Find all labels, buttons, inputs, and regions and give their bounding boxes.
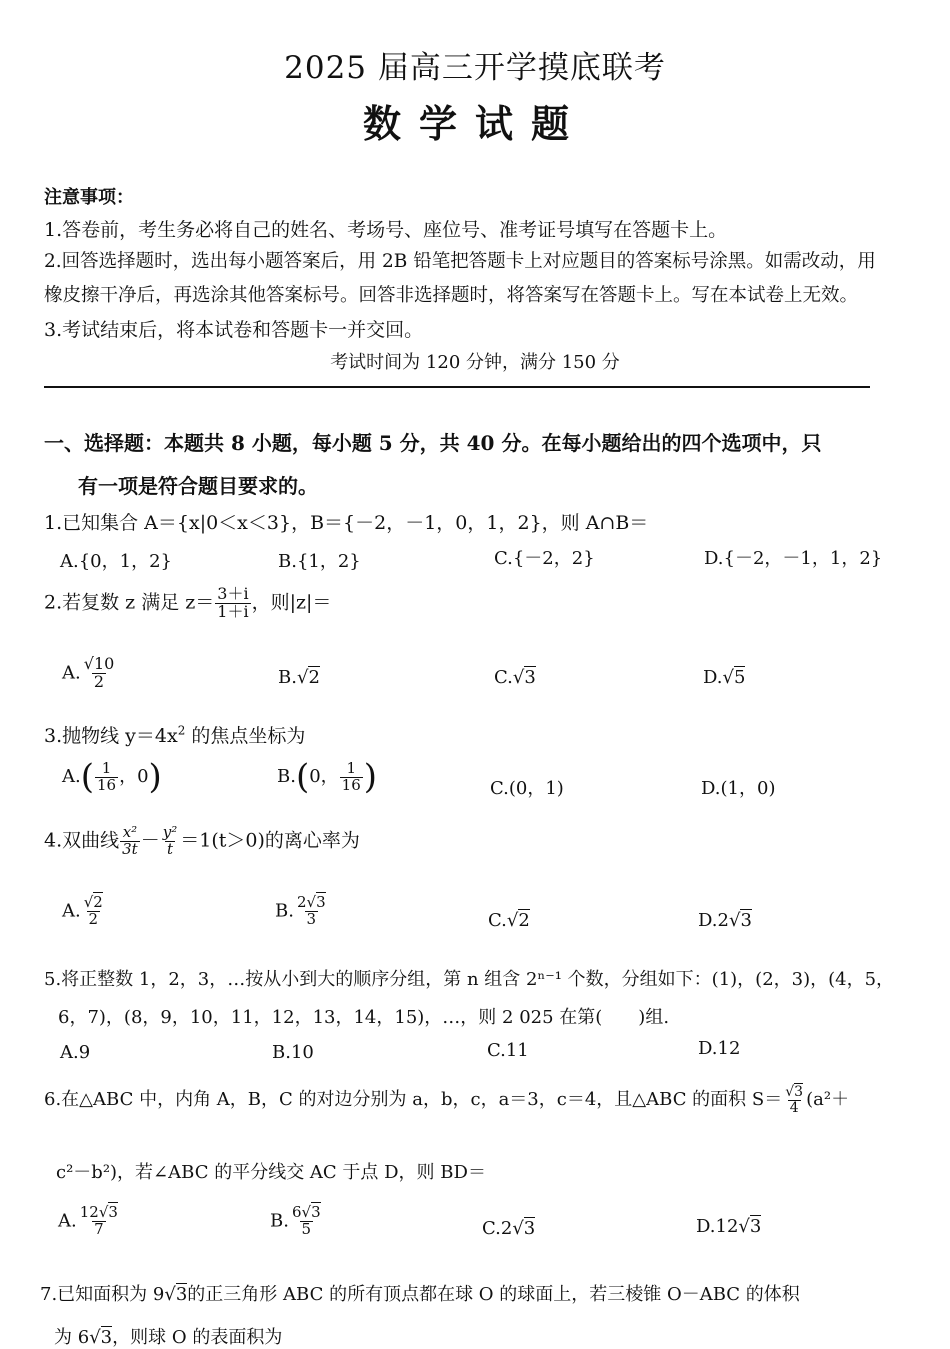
- q7-line-1: 7.已知面积为 9√3的正三角形 ABC 的所有顶点都在球 O 的球面上，若三棱锥 O－ABC 的体积: [40, 1284, 800, 1305]
- q1-stem: 1.已知集合 A＝{x|0＜x＜3}，B＝{－2，－1，0，1，2}，则 A∩B＝: [44, 512, 649, 534]
- q6-option-a: A. $\frac{12√3}{7}$: [58, 1203, 118, 1238]
- q1-option-d: D.{－2，－1，1，2}: [704, 548, 883, 569]
- q4-option-c: C.√2: [488, 910, 530, 931]
- q1-option-c: C.{－2，2}: [494, 548, 595, 569]
- q4-option-a: A. $\frac{√2}{2}$: [62, 893, 103, 928]
- notice-item-1: 1.答卷前，考生务必将自己的姓名、考场号、座位号、准考证号填写在答题卡上。: [44, 219, 728, 241]
- q5-option-d: D.12: [698, 1038, 741, 1059]
- q2-stem: 2.若复数 z 满足 z＝ $\frac{3+i}{1+i}$ ，则|z|＝: [44, 584, 332, 621]
- q2-option-b: B.√2: [278, 667, 320, 688]
- section-1-line-1: 一、选择题：本题共 8 小题，每小题 5 分，共 40 分。在每小题给出的四个选项中，只: [44, 431, 822, 455]
- notice-item-2-line-1: 2.回答选择题时，选出每小题答案后，用 2B 铅笔把答题卡上对应题目的答案标号涂黑。如需改动，用: [44, 251, 876, 272]
- notice-item-2-line-2: 橡皮擦干净后，再选涂其他答案标号。回答非选择题时，将答案写在答题卡上。写在本试卷上无效。: [44, 285, 859, 306]
- section-1-line-2: 有一项是符合题目要求的。: [78, 474, 318, 498]
- q2-option-a: A. $\frac{√10}{2}$: [62, 654, 115, 691]
- q2-option-c: C.√3: [494, 667, 536, 688]
- q1-option-a: A.{0，1，2}: [60, 551, 172, 572]
- q5-option-b: B.10: [272, 1042, 314, 1063]
- q5-option-a: A.9: [60, 1042, 91, 1063]
- q6-option-b: B. $\frac{6√3}{5}$: [270, 1203, 321, 1238]
- q6-line-1: 6.在△ABC 中，内角 A，B，C 的对边分别为 a，b，c，a＝3，c＝4，且△ABC 的面积 S＝ $\frac{√3}{4}$ (a²＋: [44, 1084, 850, 1116]
- notice-item-3: 3.考试结束后，将本试卷和答题卡一并交回。: [44, 319, 424, 341]
- q3-option-c: C.(0，1): [490, 778, 564, 799]
- q3-option-a: A.( $\frac{1}{16}$ ，0): [62, 757, 162, 797]
- q4-stem: 4.双曲线 $\frac{\text{x²}}{3t}$ － $\frac{\text{y²}}{t}$ ＝1(t＞0)的离心率为: [44, 823, 360, 858]
- q5-line-2: 6，7)，(8，9，10，11，12，13，14，15)，…，则 2 025 在第( )组.: [58, 1007, 670, 1028]
- q4-option-b: B. $\frac{2√3}{3}$: [275, 893, 326, 928]
- q4-option-d: D.2√3: [698, 910, 752, 931]
- q5-line-1: 5.将正整数 1，2，3，…按从小到大的顺序分组，第 n 组含 2ⁿ⁻¹ 个数，分组如下：(1)，(2，3)，(4，5，: [44, 969, 895, 990]
- q6-option-d: D.12√3: [696, 1216, 762, 1237]
- notice-title: 注意事项：: [44, 187, 134, 208]
- q5-option-c: C.11: [487, 1040, 529, 1061]
- divider: [44, 386, 870, 388]
- q1-option-b: B.{1，2}: [278, 551, 361, 572]
- exam-title: 2025 届高三开学摸底联考: [284, 50, 666, 86]
- q3-stem: 3.抛物线 $y=4x^2$ 的焦点坐标为: [44, 723, 306, 747]
- q6-line-2: c²－b²)，若∠ABC 的平分线交 AC 于点 D，则 BD＝: [56, 1162, 486, 1183]
- q2-option-d: D.√5: [703, 667, 746, 688]
- q7-line-2: 为 6√3，则球 O 的表面积为: [54, 1327, 283, 1348]
- exam-time-score: 考试时间为 120 分钟，满分 150 分: [330, 352, 620, 373]
- subject-title: 数学试题: [362, 101, 587, 146]
- q6-option-c: C.2√3: [482, 1218, 536, 1239]
- q3-option-b: B.(0， $\frac{1}{16}$ ): [277, 757, 378, 797]
- q3-option-d: D.(1，0): [701, 778, 776, 799]
